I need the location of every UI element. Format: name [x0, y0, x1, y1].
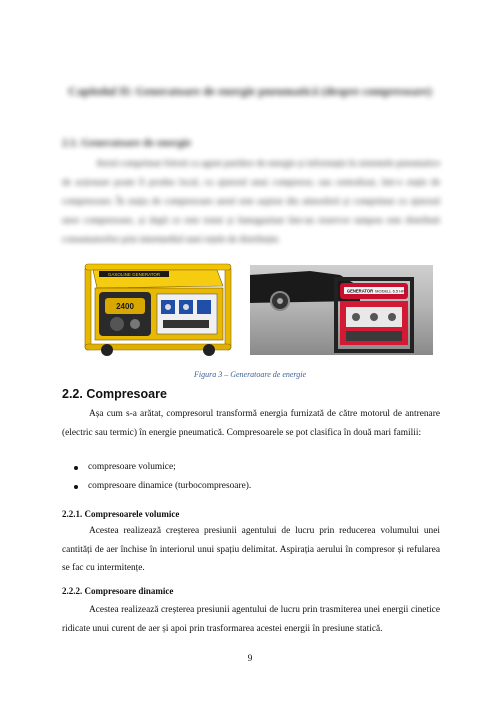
yellow-generator-image [77, 258, 237, 358]
compressor-family-list [74, 458, 251, 496]
bullet-icon [74, 485, 78, 489]
section-2-2-text: Așa cum s-a arătat, compresorul transformă energia furnizată de către motorul de antrenare (electric sau termic) în energie pneumatică. Compresoarele se pot clasifica în două mari familii: [62, 409, 440, 438]
page-number: 9 [247, 654, 253, 664]
right-model-text: MODELL 6.5 HP [375, 288, 405, 294]
right-label-text: GENERATOR [346, 288, 374, 294]
section-2-2-1-paragraph [62, 522, 440, 578]
list-item [74, 477, 251, 496]
bullet-icon [74, 466, 78, 470]
list-item-text: compresoare volumice; [88, 462, 176, 472]
section-2-2-2-text: Acestea realizează creșterea presiunii agentului de lucru prin trasmiterea unei energii cinetice ridicate unui curent de aer și apoi prin trasformarea acestei energii în presiune statică. [62, 605, 440, 634]
section-2-2-paragraph [62, 405, 440, 442]
blurred-paragraph: Aerul comprimat folosit ca agent purtător de energie și informație în sistemele pneumatice de acționare poate fi produs local, cu ajutorul unui compresor, sau centralizat, într-o stație de compresoare. În stația de compresoare aerul este aspirat din atmosferă și comprimat cu ajutorul unor compresoare, și după ce este tratat și înmagazinat într-un rezervor tampon este distribuit consumatorilor prin intermediul unei rețele de distribuție. [62, 159, 440, 245]
list-item-text: compresoare dinamice (turbocompresoare). [88, 481, 252, 491]
section-2-2-1-heading: 2.2.1. Compresoarele volumice [62, 509, 180, 519]
section-2-1-title: 2.1. Generatoare de energie [62, 137, 192, 149]
section-2-2-2-paragraph [62, 601, 440, 638]
figure-caption: Figura 3 – Generatoare de energie [193, 370, 307, 379]
red-generator-image [250, 265, 433, 355]
chapter-title: Capitolul II: Generatoare de energie pneumatică (despre compresoare) [68, 84, 432, 98]
list-item [74, 458, 251, 477]
section-2-2-1-text: Acestea realizează creșterea presiunii agentului de lucru prin reducerea volumului unei cantități de aer închise în interiorul unui spațiu delimitat. Aspirația aerului în compresor și refularea se fac cu intermitențe. [62, 526, 440, 573]
section-2-2-heading: 2.2. Compresoare [62, 387, 167, 401]
left-model-text: 2400 [116, 302, 134, 311]
left-brand-text: GASOLINE GENERATOR [107, 272, 161, 277]
section-2-2-2-heading: 2.2.2. Compresoare dinamice [62, 586, 174, 596]
